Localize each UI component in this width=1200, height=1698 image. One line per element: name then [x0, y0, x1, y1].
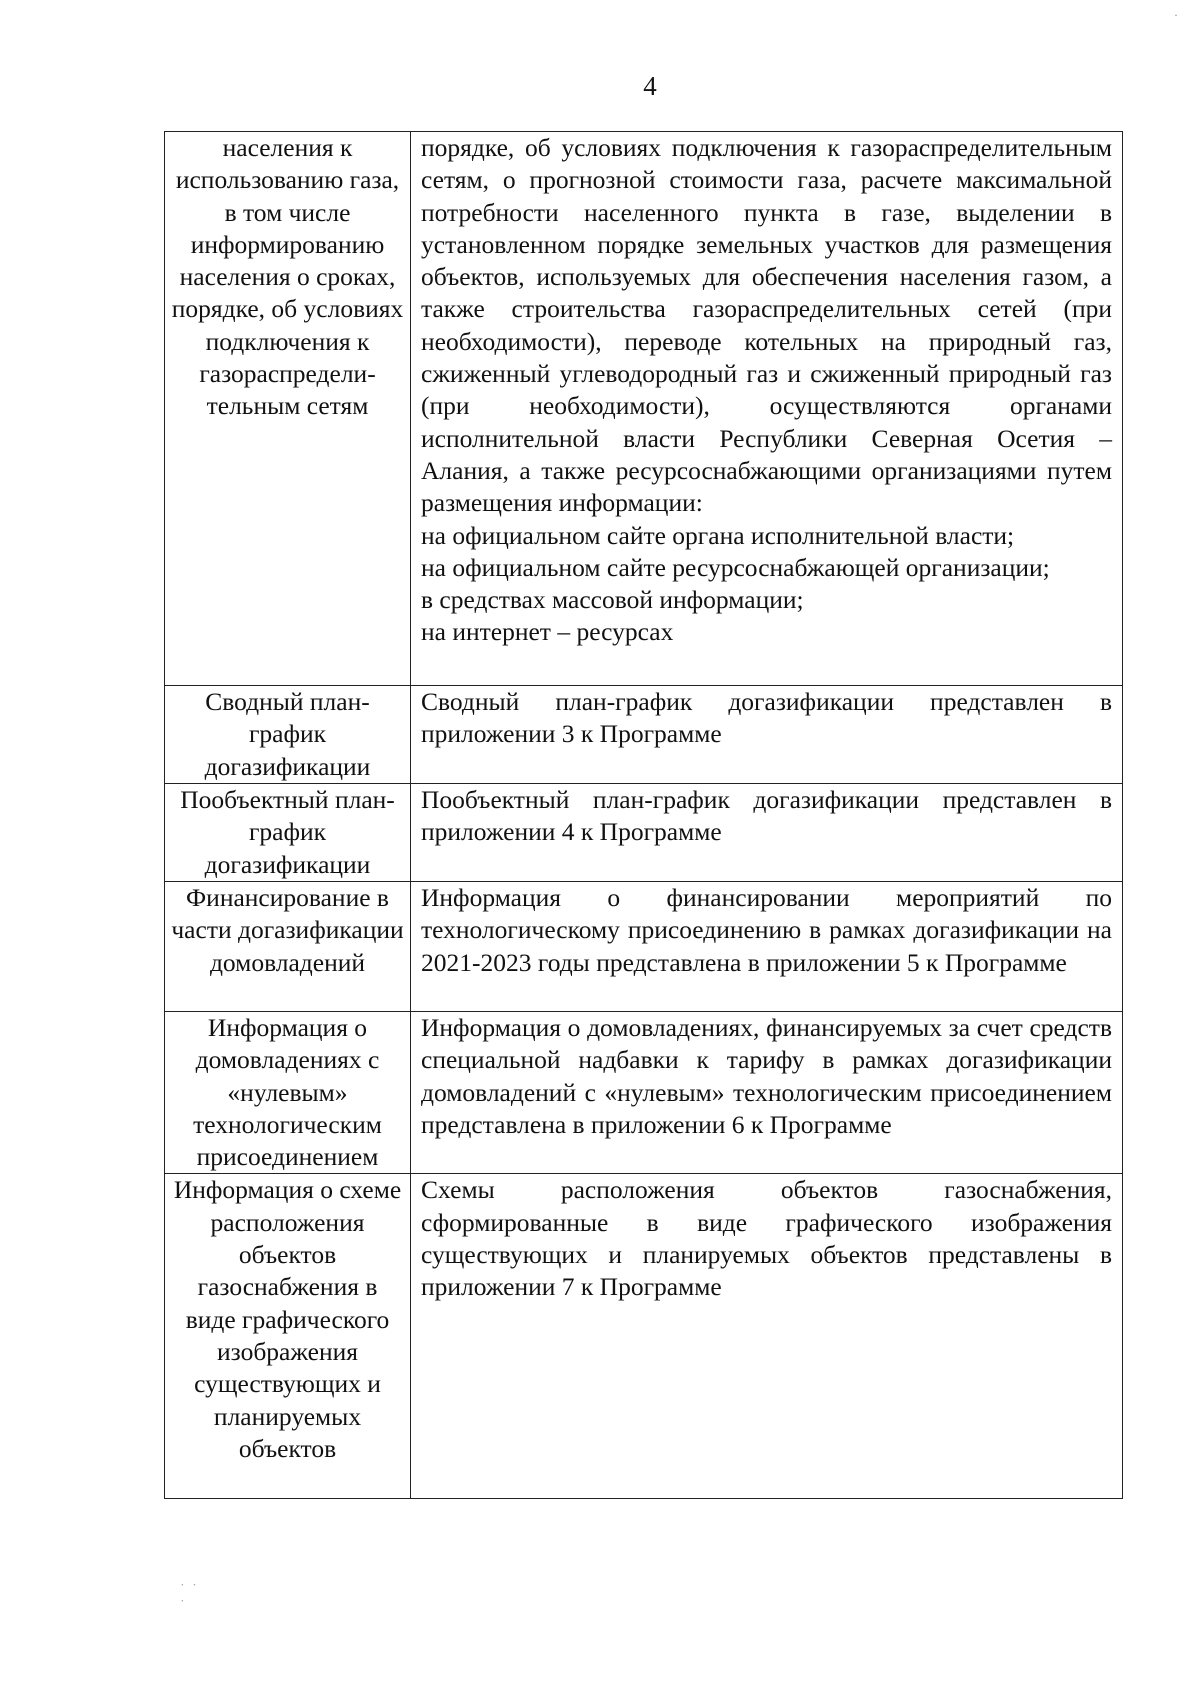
content-paragraph: Информация о финансировании мероприятий по технологическому присоединению в рамках догазификации на 2021-2023 годы представлена в приложении 5 к Программе	[421, 883, 1112, 977]
scan-corner-mark: ·	[1174, 8, 1178, 22]
row-label: Пообъектный план-график догазификации	[165, 784, 411, 882]
table-row	[165, 1174, 1123, 1499]
row-content	[411, 1012, 1123, 1174]
content-paragraph: Сводный план-график догазификации представлен в приложении 3 к Программе	[421, 687, 1112, 749]
content-paragraph: Информация о домовладениях, финансируемых за счет средств специальной надбавки к тарифу в рамках догазификации домовладений с «нулевым» технологическим присоединением представлена в приложении 6 к Программе	[421, 1013, 1112, 1139]
program-passport-table	[164, 131, 1123, 1499]
table-row	[165, 1012, 1123, 1174]
row-label: населения к использованию газа, в том числе информированию населения о сроках, порядке, об условиях подключения к газораспредели-тельным сетям	[165, 132, 411, 686]
content-paragraph: в средствах массовой информации;	[421, 585, 804, 615]
row-content	[411, 1174, 1123, 1499]
content-paragraph: Пообъектный план-график догазификации представлен в приложении 4 к Программе	[421, 785, 1112, 847]
row-content	[411, 132, 1123, 686]
table-row	[165, 784, 1123, 882]
row-content	[411, 784, 1123, 882]
content-paragraph: на официальном сайте органа исполнительной власти;	[421, 520, 1015, 550]
row-label: Информация о домовладениях с «нулевым» технологическим присоединением	[165, 1012, 411, 1174]
content-paragraph: на интернет – ресурсах	[421, 617, 674, 647]
row-content	[411, 686, 1123, 784]
table-row	[165, 132, 1123, 686]
scan-artifact: ˙ ˙ ˙	[180, 1582, 199, 1613]
row-label: Финансирование в части догазификации домовладений	[165, 882, 411, 1012]
table-row	[165, 686, 1123, 784]
content-paragraph: порядке, об условиях подключения к газораспределительным сетям, о прогнозной стоимости газа, расчете максимальной потребности населенного пункта в газе, выделении в установленном порядке земельных участков для размещения объектов, используемых для обеспечения населения газом, а также строительства газораспределительных сетей (при необходимости), переводе котельных на природный газ, сжиженный углеводородный газ и сжиженный природный газ (при необходимости), осуществляются органами исполнительной власти Республики Северная Осетия – Алания, а также ресурсоснабжающими организациями путем размещения информации:	[421, 133, 1112, 518]
page-number: 4	[643, 71, 657, 101]
row-content	[411, 882, 1123, 1012]
content-paragraph: Схемы расположения объектов газоснабжения, сформированные в виде графического изображения существующих и планируемых объектов представлены в приложении 7 к Программе	[421, 1175, 1112, 1302]
table-row	[165, 882, 1123, 1012]
row-label: Информация о схеме расположения объектов газоснабжения в виде графического изображения существующих и планируемых объектов	[165, 1174, 411, 1499]
row-label: Сводный план-график догазификации	[165, 686, 411, 784]
content-paragraph: на официальном сайте ресурсоснабжающей организации;	[421, 552, 1050, 582]
